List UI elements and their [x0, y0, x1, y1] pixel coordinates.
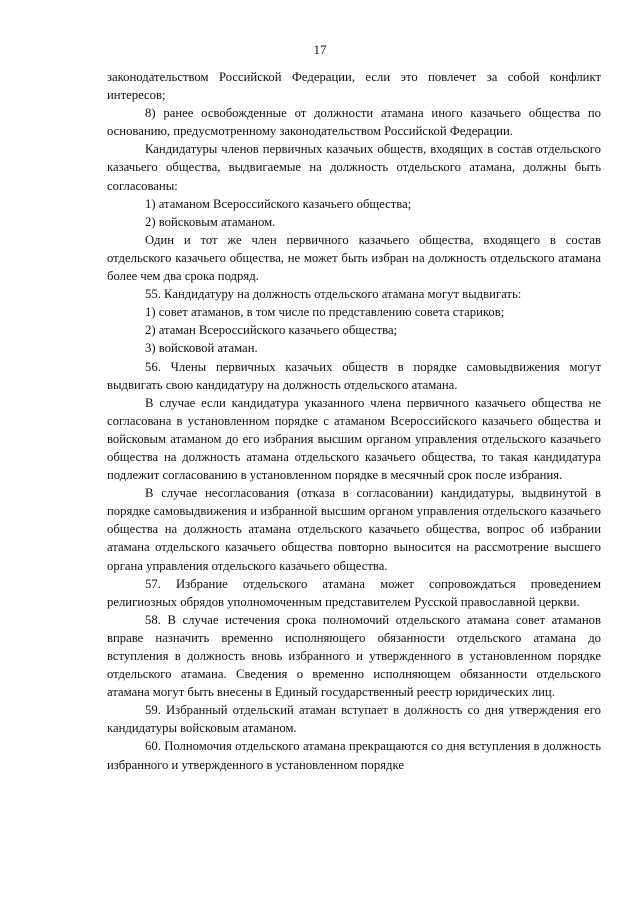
paragraph: 59. Избранный отдельский атаман вступает в должность со дня утверждения его кандидатуры войсковым атаманом.: [107, 703, 601, 736]
document-text-body: [107, 68, 601, 774]
list-item: 3) войсковой атаман.: [145, 341, 258, 356]
paragraph: Один и тот же член первичного казачьего общества, входящего в состав отдельского казачьего общества, не может быть избран на должность отдельского атамана более чем два срока подряд.: [107, 232, 601, 284]
paragraph: 8) ранее освобожденные от должности атамана иного казачьего общества по основанию, предусмотренному законодательством Российской Федерации.: [107, 106, 601, 139]
list-item: 2) атаман Всероссийского казачьего общества;: [145, 323, 398, 338]
paragraph: законодательством Российской Федерации, если это повлечет за собой конфликт интересов;: [107, 70, 601, 103]
paragraph: В случае если кандидатура указанного члена первичного казачьего общества не согласована в установленном порядке с атаманом Всероссийского казачьего общества и войсковым атаманом до его избрания высшим органом управления отдельского казачьего общества на должность атамана отдельского казачьего общества, то такая кандидатура подлежит согласованию в установленном порядке в месячный срок после избрания.: [107, 395, 601, 483]
paragraph: 57. Избрание отдельского атамана может сопровождаться проведением религиозных обрядов уполномоченным представителем Русской православной церкви.: [107, 576, 601, 609]
paragraph: В случае несогласования (отказа в согласовании) кандидатуры, выдвинутой в порядке самовыдвижения и избранной высшим органом управления отдельского казачьего общества на должность атамана отдельского казачьего общества, вопрос об избрании атамана отдельского казачьего общества повторно выносится на рассмотрение высшего органа управления отдельского казачьего общества.: [107, 486, 601, 573]
paragraph: 60. Полномочия отдельского атамана прекращаются со дня вступления в должность избранного и утвержденного в установленном порядке: [107, 739, 601, 772]
list-item: 1) совет атаманов, в том числе по представлению совета стариков;: [145, 305, 505, 320]
paragraph: 58. В случае истечения срока полномочий отдельского атамана совет атаманов вправе назначить временно исполняющего обязанности отдельского атамана до вступления в должность вновь избранного и утвержденного в установленном порядке отдельского атамана. Сведения о временно исполняющем обязанности отдельского атамана могут быть внесены в Единый государственный реестр юридических лиц.: [107, 612, 601, 700]
page-number: 17: [313, 42, 327, 57]
list-item: 1) атаманом Всероссийского казачьего общества;: [145, 196, 412, 211]
paragraph: 56. Члены первичных казачьих обществ в порядке самовыдвижения могут выдвигать свою кандидатуру на должность отдельского атамана.: [107, 359, 601, 392]
paragraph: Кандидатуры членов первичных казачьих обществ, входящих в состав отдельского казачьего общества, выдвигаемые на должность отдельского атамана, должны быть согласованы:: [107, 142, 601, 193]
list-item: 2) войсковым атаманом.: [145, 214, 276, 229]
paragraph: 55. Кандидатуру на должность отдельского атамана могут выдвигать:: [145, 287, 522, 302]
